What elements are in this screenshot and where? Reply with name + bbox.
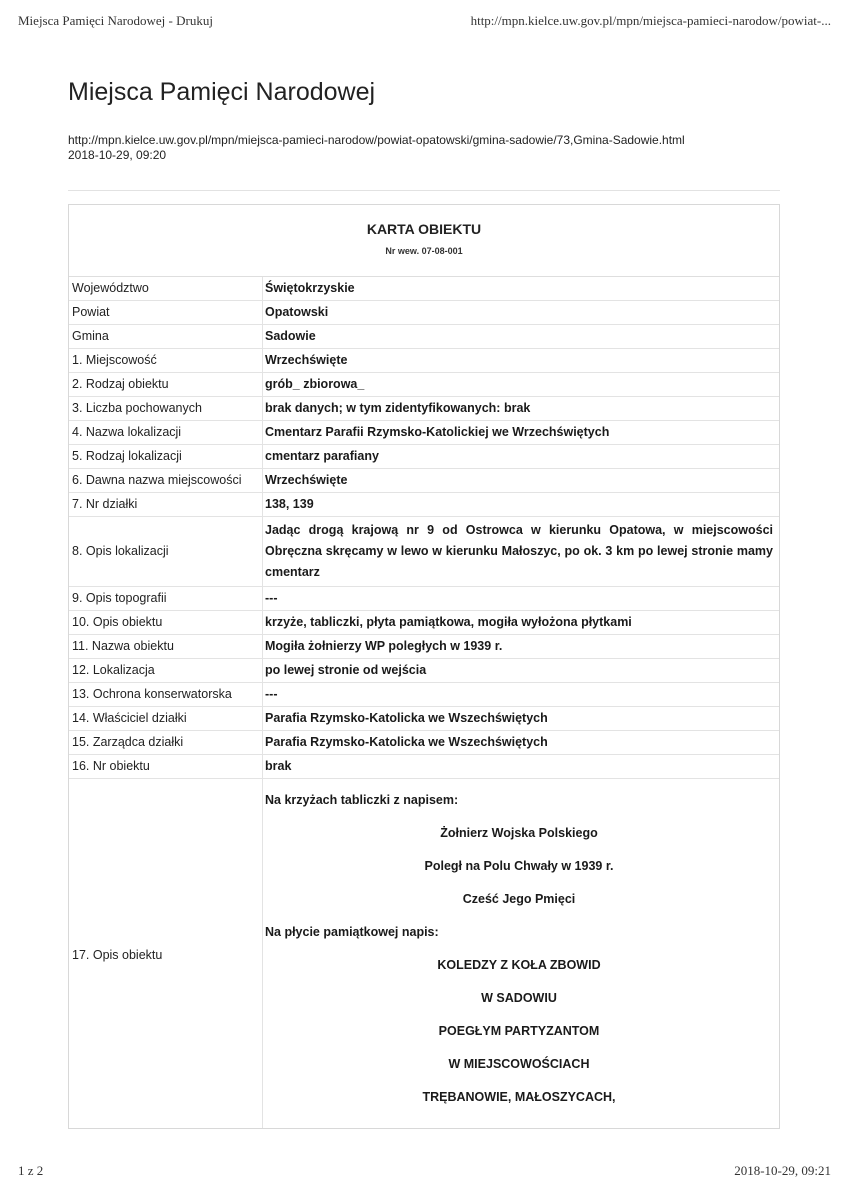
print-header-url: http://mpn.kielce.uw.gov.pl/mpn/miejsca-pamieci-narodow/powiat-... [470,13,831,28]
print-header-title: Miejsca Pamięci Narodowej - Drukuj [18,13,213,28]
table-row [69,659,779,683]
row-value: cmentarz parafiany [263,445,780,469]
inscription-line: Żołnierz Wojska Polskiego [440,826,598,840]
row-value: brak [263,755,780,779]
site-title: Miejsca Pamięci Narodowej [68,78,376,106]
row-label: 1. Miejscowość [69,349,263,373]
row-value: grób_ zbiorowa_ [263,373,780,397]
row-value: Mogiła żołnierzy WP poległych w 1939 r. [263,635,780,659]
table-row [69,683,779,707]
table-row [69,373,779,397]
row-value: Opatowski [263,301,780,325]
row-value: Parafia Rzymsko-Katolicka we Wszechświętych [263,707,780,731]
page-url: http://mpn.kielce.uw.gov.pl/mpn/miejsca-pamieci-narodow/powiat-opatowski/gmina-sadowie/73,Gmina-Sadowie.html [68,133,685,147]
row-value: 138, 139 [263,493,780,517]
card-number: Nr wew. 07-08-001 [385,246,463,256]
row-label: 9. Opis topografii [69,587,263,611]
table-row [69,469,779,493]
row-label: 6. Dawna nazwa miejscowości [69,469,263,493]
row-value: Cmentarz Parafii Rzymsko-Katolickiej we Wrzechświętych [263,421,780,445]
table-row [69,445,779,469]
table-row [69,349,779,373]
inscription-line: W MIEJSCOWOŚCIACH [448,1057,590,1071]
inscription-line: W SADOWIU [481,991,557,1005]
page-date: 2018-10-29, 09:20 [68,148,167,162]
page-meta [68,133,685,163]
row-label: 14. Właściciel działki [69,707,263,731]
inscription-intro: Na płycie pamiątkowej napis: [265,925,439,939]
table-row [69,493,779,517]
card-title: KARTA OBIEKTU [366,221,482,237]
divider [68,190,780,191]
row-label: 15. Zarządca działki [69,731,263,755]
row-label: 3. Liczba pochowanych [69,397,263,421]
inscription-line: POEGŁYM PARTYZANTOM [438,1024,600,1038]
table-row-description [69,779,779,1130]
table-row [69,707,779,731]
table-row [69,635,779,659]
inscription-line: TRĘBANOWIE, MAŁOSZYCACH, [422,1090,616,1104]
row-value: Parafia Rzymsko-Katolicka we Wszechświętych [263,731,780,755]
inscription-line: KOLEDZY Z KOŁA ZBOWID [437,958,601,972]
row-value: Jadąc drogą krajową nr 9 od Ostrowca w kierunku Opatowa, w miejscowości Obręczna skręcamy w lewo w kierunku Małoszyc, po ok. 3 km po lewej stronie mamy cmentarz [263,517,780,587]
print-header [18,13,831,29]
row-label: Powiat [69,301,263,325]
table-row [69,421,779,445]
page-counter: 1 z 2 [18,1163,44,1178]
inscription-line: Cześć Jego Pmięci [462,892,576,906]
table-row [69,517,779,587]
card-header [69,205,779,277]
table-row [69,277,779,301]
inscription-line: Poległ na Polu Chwały w 1939 r. [424,859,614,873]
table-row [69,755,779,779]
row-label: 10. Opis obiektu [69,611,263,635]
inscription-intro: Na krzyżach tabliczki z napisem: [265,793,459,807]
print-footer [18,1163,831,1179]
row-value: Wrzechświęte [263,349,780,373]
table-row [69,587,779,611]
row-label: 13. Ochrona konserwatorska [69,683,263,707]
row-label: Województwo [69,277,263,301]
row-label: 8. Opis lokalizacji [69,517,263,587]
table-row [69,325,779,349]
print-timestamp: 2018-10-29, 09:21 [734,1163,831,1178]
row-value: --- [263,683,780,707]
object-card [68,204,780,1129]
row-label: 11. Nazwa obiektu [69,635,263,659]
row-label: 5. Rodzaj lokalizacji [69,445,263,469]
row-label: Gmina [69,325,263,349]
table-row [69,301,779,325]
row-value: krzyże, tabliczki, płyta pamiątkowa, mogiła wyłożona płytkami [263,611,780,635]
row-label: 12. Lokalizacja [69,659,263,683]
row-label: 2. Rodzaj obiektu [69,373,263,397]
row-value: --- [263,587,780,611]
table-row [69,397,779,421]
row-value: Wrzechświęte [263,469,780,493]
row-value: Sadowie [263,325,780,349]
row-label: 4. Nazwa lokalizacji [69,421,263,445]
object-description [263,779,780,1130]
row-value: brak danych; w tym zidentyfikowanych: brak [263,397,780,421]
table-row [69,731,779,755]
row-label: 17. Opis obiektu [69,779,263,1130]
row-value: po lewej stronie od wejścia [263,659,780,683]
row-label: 16. Nr obiektu [69,755,263,779]
row-value: Świętokrzyskie [263,277,780,301]
row-label: 7. Nr działki [69,493,263,517]
table-row [69,611,779,635]
object-table [69,277,779,1129]
